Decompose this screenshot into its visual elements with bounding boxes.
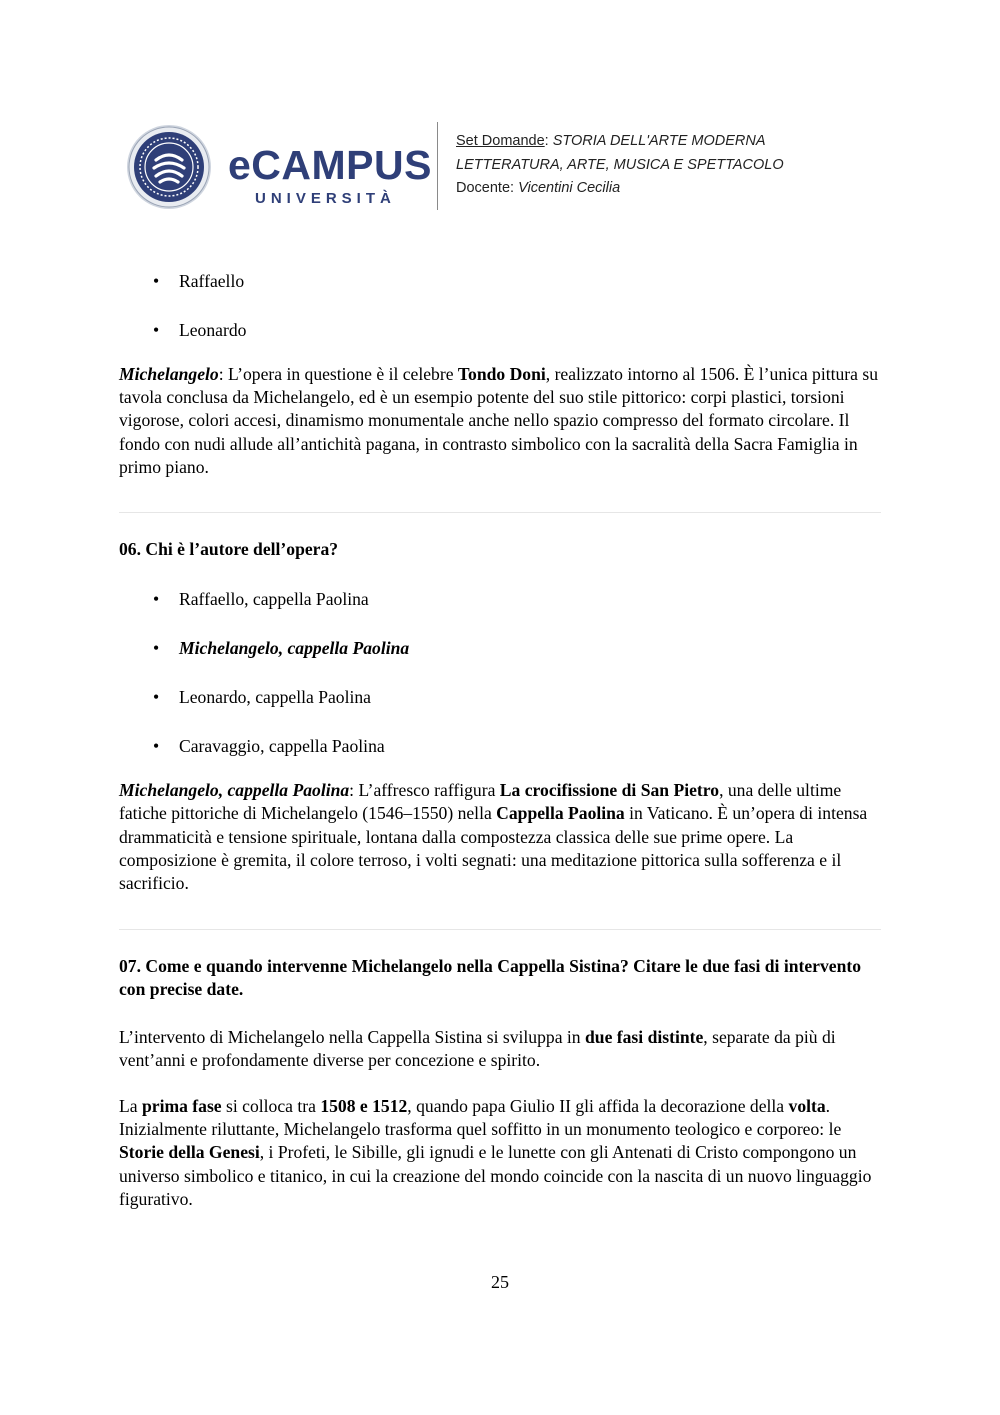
set-line: Set Domande: STORIA DELL'ARTE MODERNA [456,133,766,149]
option-item-correct: • Michelangelo, cappella Paolina [119,635,881,661]
docente-value: Vicentini Cecilia [518,180,621,196]
q06-answer: Michelangelo, cappella Paolina: L’affresco raffigura La crocifissione di San Pietro, una delle ultime fatiche pittoriche di Michelangelo (1546–1550) nella Cappella Paolina in Vaticano. È un’opera di intensa drammaticità e tensione spirituale, lontana dalla compostezza classica delle sue prime opere. La composizione è gremita, il colore terroso, i volti segnati: una meditazione pittorica sulla sofferenza e il sacrificio. [119,780,868,894]
q07-paragraph-2: La prima fase si colloca tra 1508 e 1512, quando papa Giulio II gli affida la decorazione della volta. Inizialmente riluttante, Michelangelo trasforma quel soffitto in un monumento teologico e corporeo: le Storie della Genesi, i Profeti, le Sibille, gli ignudi e le lunette con gli Antenati di Cristo compongono un universo simbolico e titanico, in cui la creazione del mondo coincide con la nascita di un nuovo linguaggio figurativo. [119,1096,872,1209]
header-divider [437,122,438,210]
set-line-2 [456,154,784,178]
question-title: 07. Come e quando intervenne Michelangelo nella Cappella Sistina? Citare le due fasi di intervento con precise date. [119,956,862,1000]
brand-sub: UNIVERSITÀ [255,190,396,207]
ecampus-logo [126,124,212,210]
q05-options [119,268,881,343]
set-value-line2: LETTERATURA, ARTE, MUSICA E SPETTACOLO [456,156,784,173]
answer-label: Michelangelo [119,364,219,384]
set-value: STORIA DELL'ARTE MODERNA [552,133,766,149]
option-item: • Raffaello, cappella Paolina [119,586,881,612]
bullet: • [153,687,160,708]
page-content [119,268,881,1211]
brand-main: eCAMPUS [228,142,432,188]
bullet: • [153,271,160,291]
bullet: • [153,320,160,340]
option-item: • Caravaggio, cappella Paolina [119,733,881,759]
bullet: • [153,589,160,610]
q07-paragraph-1: L’intervento di Michelangelo nella Cappella Sistina si sviluppa in due fasi distinte, separate da più di vent’anni e profondamente diverse per concezione e spirito. [119,1026,836,1070]
page-number: 25 [491,1272,509,1292]
set-label: Set Domande [456,133,545,149]
option-item: • Leonardo [119,317,881,343]
q06-options [119,586,881,759]
header-info [456,130,784,201]
docente-line: Docente: Vicentini Cecilia [456,180,621,196]
question-title: 06. Chi è l’autore dell’opera? [119,539,339,560]
option-item: • Raffaello [119,268,881,294]
q05-answer: Michelangelo: L’opera in questione è il celebre Tondo Doni, realizzato intorno al 1506. È l’unica pittura su tavola conclusa da Michelangelo, ed è un esempio potente del suo stile pittorico: corpi plastici, torsioni vigorose, colori accesi, dinamismo monumentale anche nello spazio compresso del formato circolare. Il fondo con nudi allude all’antichità pagana, in contrasto simbolico con la sacralità della Sacra Famiglia in primo piano. [119,364,879,477]
section-divider [119,512,881,513]
option-item: • Leonardo, cappella Paolina [119,684,881,710]
brand-wordmark [228,143,432,208]
answer-label: Michelangelo, cappella Paolina [119,780,350,801]
docente-label: Docente [456,180,511,196]
section-divider [119,929,881,930]
bullet: • [153,736,160,757]
bullet: • [153,638,160,659]
